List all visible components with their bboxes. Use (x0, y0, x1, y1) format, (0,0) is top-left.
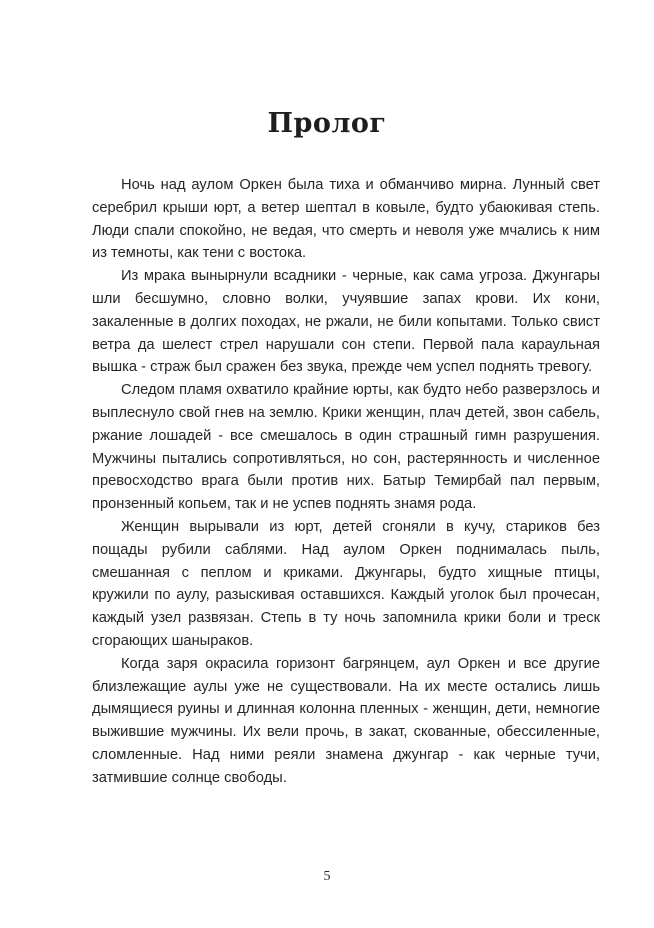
chapter-title: Пролог (267, 108, 387, 140)
paragraph-5: Когда заря окрасила горизонт багрянцем, аул Оркен и все другие близлежащие аулы уже не существовали. На их месте остались лишь дымящиеся руины и длинная колонна пленных - женщин, дети, немногие выжившие мужчины. Их вели прочь, в закат, скованные, обессиленные, сломленные. Над ними реяли знамена джунгар - как черные тучи, затмившие солнце свободы. (92, 655, 600, 786)
page-number: 5 (323, 869, 331, 884)
paragraph-1: Ночь над аулом Оркен была тиха и обманчиво мирна. Лунный свет серебрил крыши юрт, а ветер шептал в ковыле, будто убаюкивая степь. Люди спали спокойно, не ведая, что смерть и неволя уже мчались к ним из темноты, как тени с востока. (92, 177, 600, 262)
chapter-body (92, 174, 600, 790)
paragraph-2: Из мрака вынырнули всадники - черные, как сама угроза. Джунгары шли бесшумно, словно волки, учуявшие запах крови. Их кони, закаленные в долгих походах, не ржали, не били копытами. Только свист ветра да шелест стрел нарушали сон степи. Первой пала караульная вышка - страж был сражен без звука, прежде чем успел поднять тревогу. (92, 268, 600, 376)
paragraph-4: Женщин вырывали из юрт, детей сгоняли в кучу, стариков без пощады рубили саблями. Над аулом Оркен поднималась пыль, смешанная с пеплом и криками. Джунгары, будто хищные птицы, кружили по аулу, разыскивая оставшихся. Каждый уголок был прочесан, каждый узел развязан. Степь в ту ночь запомнила крики боли и треск сгорающих шаныраков. (92, 518, 600, 649)
paragraph-3: Следом пламя охватило крайние юрты, как будто небо разверзлось и выплеснуло свой гнев на землю. Крики женщин, плач детей, звон сабель, ржание лошадей - все смешалось в один страшный гимн разрушения. Мужчины пытались сопротивляться, но сон, растерянность и численное превосходство врага были против них. Батыр Темирбай пал первым, пронзенный копьем, так и не успев поднять знамя рода. (92, 382, 600, 513)
